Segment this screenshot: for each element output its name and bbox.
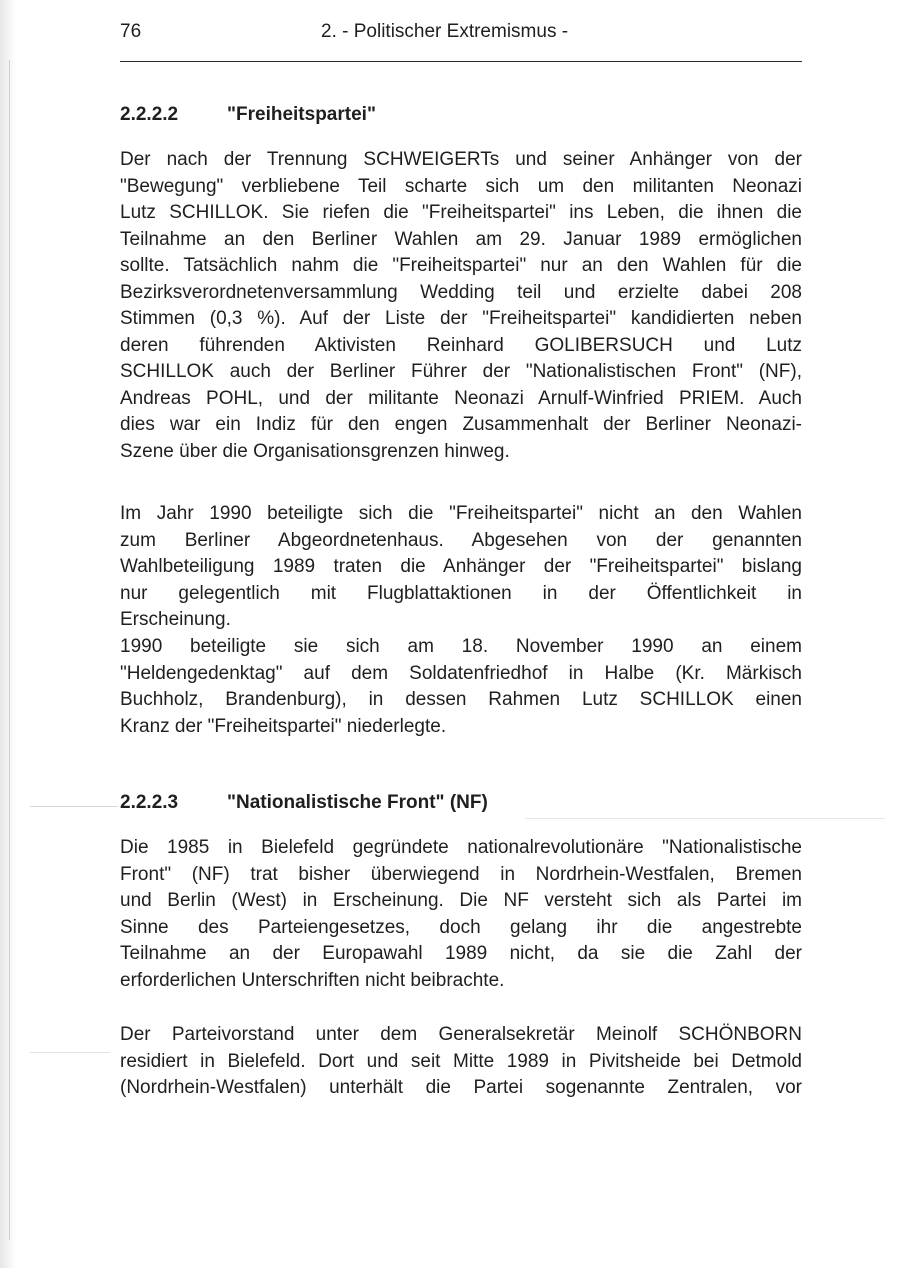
paragraph <box>120 835 802 994</box>
section-number: 2.2.2.2 <box>120 104 179 125</box>
text-line: nur gelegentlich mit Flugblattaktionen in der Öffentlichkeit in <box>120 582 802 604</box>
text-line: Bezirksverordnetenversammlung Wedding teil und erzielte dabei 208 <box>120 281 802 303</box>
scan-edge-line <box>9 60 10 1240</box>
text-line: residiert in Bielefeld. Dort und seit Mitte 1989 in Pivitsheide bei Detmold <box>120 1050 802 1072</box>
text-line: Teilnahme an der Europawahl 1989 nicht, da sie die Zahl der <box>120 943 802 964</box>
section-title: "Nationalistische Front" (NF) <box>227 792 488 813</box>
text-line: Kranz der "Freiheitspartei" niederlegte. <box>120 715 447 737</box>
text-line: deren führenden Aktivisten Reinhard GOLIBERSUCH und Lutz <box>120 334 802 356</box>
scan-edge-shadow <box>0 0 16 1268</box>
text-line: Im Jahr 1990 beteiligte sich die "Freiheitspartei" nicht an den Wahlen <box>120 503 802 524</box>
text-line: 1990 beteiligte sie sich am 18. November 1990 an einem <box>120 636 802 657</box>
text-line: Front" (NF) trat bisher überwiegend in Nordrhein-Westfalen, Bremen <box>120 863 802 885</box>
text-line: sollte. Tatsächlich nahm die "Freiheitspartei" nur an den Wahlen für die <box>120 255 802 276</box>
section-title: "Freiheitspartei" <box>227 104 376 125</box>
text-line: "Heldengedenktag" auf dem Soldatenfriedhof in Halbe (Kr. Märkisch <box>120 662 802 684</box>
running-title: 2. - Politischer Extremismus - <box>321 21 569 42</box>
text-line: Buchholz, Brandenburg), in dessen Rahmen Lutz SCHILLOK einen <box>120 689 802 710</box>
page-number: 76 <box>120 21 142 42</box>
text-line: zum Berliner Abgeordnetenhaus. Abgesehen von der genannten <box>120 529 802 551</box>
text-line: dies war ein Indiz für den engen Zusammenhalt der Berliner Neonazi- <box>120 414 802 435</box>
text-line: Der Parteivorstand unter dem Generalsekretär Meinolf SCHÖNBORN <box>120 1024 802 1045</box>
header-rule <box>120 61 802 62</box>
section-number: 2.2.2.3 <box>120 792 179 813</box>
page-header <box>120 20 802 44</box>
text-line: und Berlin (West) in Erscheinung. Die NF versteht sich als Partei im <box>120 890 802 911</box>
scan-artifact-rule <box>30 1052 110 1053</box>
text-line: Szene über die Organisationsgrenzen hinweg. <box>120 440 510 462</box>
section-heading-2222 <box>120 103 376 127</box>
scan-artifact-rule <box>525 818 885 819</box>
text-line: Erscheinung. <box>120 609 231 630</box>
paragraph <box>120 1022 802 1102</box>
paragraph <box>120 501 802 634</box>
paragraph <box>120 147 802 465</box>
text-line: erforderlichen Unterschriften nicht beibrachte. <box>120 969 505 991</box>
text-line: Die 1985 in Bielefeld gegründete nationalrevolutionäre "Nationalistische <box>120 837 802 858</box>
text-line: "Bewegung" verbliebene Teil scharte sich um den militanten Neonazi <box>120 175 802 197</box>
text-line: Wahlbeteiligung 1989 traten die Anhänger der "Freiheitspartei" bislang <box>120 556 802 577</box>
text-line: (Nordrhein-Westfalen) unterhält die Partei sogenannte Zentralen, vor <box>120 1077 802 1098</box>
text-line: Der nach der Trennung SCHWEIGERTs und seiner Anhänger von der <box>120 149 802 170</box>
scan-artifact-rule <box>30 806 118 807</box>
text-line: Andreas POHL, und der militante Neonazi Arnulf-Winfried PRIEM. Auch <box>120 387 802 409</box>
text-line: Teilnahme an den Berliner Wahlen am 29. Januar 1989 ermöglichen <box>120 228 802 250</box>
section-heading-2223 <box>120 791 488 815</box>
text-line: Stimmen (0,3 %). Auf der Liste der "Freiheitspartei" kandidierten neben <box>120 308 802 329</box>
text-line: Lutz SCHILLOK. Sie riefen die "Freiheitspartei" ins Leben, die ihnen die <box>120 202 802 223</box>
text-line: SCHILLOK auch der Berliner Führer der "Nationalistischen Front" (NF), <box>120 361 802 382</box>
paragraph <box>120 634 802 740</box>
text-line: Sinne des Parteiengesetzes, doch gelang ihr die angestrebte <box>120 916 802 938</box>
